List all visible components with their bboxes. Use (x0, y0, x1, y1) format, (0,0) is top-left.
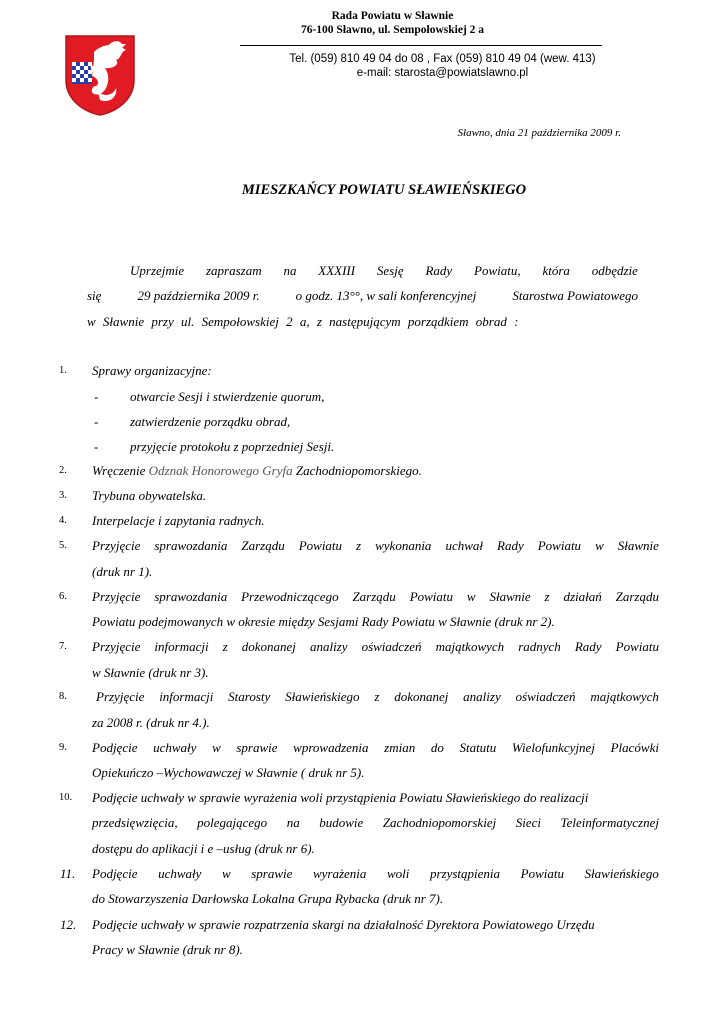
word: radnych (518, 639, 561, 654)
word: Przyjęcie (92, 639, 141, 654)
agenda-item-7-cont: w Sławnie (druk nr 3). (92, 665, 209, 680)
award-name: Odznak Honorowego Gryfa (148, 463, 293, 478)
word: Sławnie (617, 538, 659, 553)
council-address: 76-100 Sławno, ul. Sempołowskiej 2 a (300, 24, 485, 36)
word: w (595, 538, 604, 553)
agenda-item-5 (92, 537, 659, 554)
item-number: 10. (59, 792, 73, 803)
word: Powiatu (298, 538, 343, 553)
word: Sieci (515, 815, 541, 830)
intro-word: zapraszam (206, 263, 262, 278)
item-text: Zachodniopomorskiego. (292, 463, 422, 478)
word: Rady (574, 639, 602, 654)
word: budowie (319, 815, 364, 830)
word: Przewodniczącego (241, 589, 339, 604)
word: Podjęcie (92, 740, 138, 755)
item-number: 5. (59, 540, 67, 551)
agenda-item-1: Sprawy organizacyjne: (92, 363, 212, 378)
agenda-item-10-cont2: dostępu do aplikacji i e –usług (druk nr 6). (92, 841, 315, 856)
agenda-item-9-cont: Opiekuńczo –Wychowawczej w Sławnie ( druk nr 5). (92, 765, 365, 780)
word: Powiatu (409, 589, 454, 604)
intro-word: Powiatu, (474, 263, 521, 278)
word: Przyjęcie (92, 589, 141, 604)
word: Wielofunkcyjnej (511, 740, 595, 755)
word: woli (387, 866, 410, 881)
agenda-item-6-cont: Powiatu podejmowanych w okresie między Sesjami Rady Powiatu w Sławnie (druk nr 2). (92, 614, 555, 629)
word: sprawie (251, 866, 293, 881)
item-text: Wręczenie (92, 463, 149, 478)
agenda-item-8 (96, 688, 659, 705)
word: sprawozdania (154, 538, 228, 553)
word: w (212, 740, 221, 755)
header-divider (240, 45, 602, 46)
agenda-item-3: Trybuna obywatelska. (92, 488, 207, 503)
item-number: 1. (59, 365, 67, 376)
session-number: XXXIII (318, 263, 356, 278)
word: sprawie (236, 740, 278, 755)
word: Statutu (459, 740, 497, 755)
word: uchwały (158, 866, 202, 881)
word: przedsięwzięcia, (92, 815, 178, 830)
item-number: 4. (59, 515, 67, 526)
list-dash: - (94, 389, 99, 404)
word: przystąpienia (429, 866, 501, 881)
word: Zarządu (241, 538, 285, 553)
word: Starosty (228, 689, 271, 704)
word: Teleinformatycznej (560, 815, 659, 830)
word: Zachodniopomorskiej (382, 815, 497, 830)
list-dash: - (94, 414, 99, 429)
word: z (356, 538, 362, 553)
list-dash: - (94, 439, 99, 454)
intro-word: odbędzie (591, 263, 638, 278)
word: Przyjęcie (96, 689, 145, 704)
word: z (222, 639, 228, 654)
word: działań (563, 589, 602, 604)
word: w (466, 589, 476, 604)
coat-of-arms-logo (64, 34, 136, 116)
intro-segment: Starostwa Powiatowego (512, 288, 638, 303)
agenda-item-7 (92, 638, 659, 655)
word: w (221, 866, 231, 881)
contact-phone-fax: Tel. (059) 810 49 04 do 08 , Fax (059) 810 49 04 (wew. 413) (289, 53, 596, 65)
intro-line-3: w Sławnie przy ul. Sempołowskiej 2 a, z następującym porządkiem obrad : (87, 314, 519, 329)
agenda-item-5-cont: (druk nr 1). (92, 564, 153, 579)
word: zmian (384, 740, 416, 755)
word: wykonania (375, 538, 432, 553)
word: Przyjęcie (92, 538, 141, 553)
document-title: MIESZKAŃCY POWIATU SŁAWIEŃSKIEGO (241, 182, 527, 198)
word: na (286, 815, 300, 830)
word: z (544, 589, 550, 604)
contact-email: e-mail: starosta@powiatslawno.pl (356, 67, 529, 79)
agenda-item-4: Interpelacje i zapytania radnych. (92, 513, 265, 528)
word: Sławieńskiego (285, 689, 360, 704)
word: do (430, 740, 444, 755)
word: Sławieńskiego (584, 866, 659, 881)
date-line: Sławno, dnia 21 października 2009 r. (457, 127, 621, 139)
word: Rady (497, 538, 524, 553)
word: oświadczeń (515, 689, 576, 704)
word: Zarządu (352, 589, 396, 604)
word: dokonanej (394, 689, 449, 704)
word: wyrażenia (312, 866, 367, 881)
word: sprawozdania (154, 589, 228, 604)
word: oświadczeń (361, 639, 422, 654)
agenda-item-6 (92, 588, 659, 605)
item-number: 9. (59, 742, 67, 753)
item-number: 12. (60, 917, 77, 932)
word: Powiatu (615, 639, 659, 654)
word: uchwały (153, 740, 197, 755)
word: Zarządu (615, 589, 659, 604)
session-date: 29 października 2009 r. (137, 288, 260, 303)
word: wprowadzenia (293, 740, 369, 755)
sub-item-quorum: otwarcie Sesji i stwierdzenie quorum, (130, 389, 325, 404)
agenda-item-12: Podjęcie uchwały w sprawie rozpatrzenia skargi na działalność Dyrektora Powiatowego Urzędu (92, 917, 595, 932)
agenda-item-11-cont: do Stowarzyszenia Darłowska Lokalna Grupa Rybacka (druk nr 7). (92, 891, 444, 906)
item-number: 7. (59, 641, 67, 652)
checker-squares (72, 62, 92, 82)
word: Podjęcie (92, 866, 138, 881)
word: dokonanej (241, 639, 296, 654)
agenda-item-12-cont: Pracy w Sławnie (druk nr 8). (92, 942, 243, 957)
intro-word: Uprzejmie (130, 263, 185, 278)
item-number: 3. (59, 490, 67, 501)
item-number: 8. (59, 691, 67, 702)
word: analizy (309, 639, 348, 654)
word: uchwał (445, 538, 483, 553)
intro-line-2 (87, 287, 638, 304)
item-number: 2. (59, 465, 67, 476)
session-time-place: o godz. 13°°, w sali konferencyjnej (295, 288, 477, 303)
intro-word: na (283, 263, 297, 278)
agenda-item-8-cont: za 2008 r. (druk nr 4.). (92, 715, 210, 730)
word: majątkowych (435, 639, 505, 654)
word: informacji (154, 639, 209, 654)
sub-item-protocol: przyjęcie protokołu z poprzedniej Sesji. (130, 439, 335, 454)
item-number: 6. (59, 591, 67, 602)
word: polegającego (197, 815, 268, 830)
council-name: Rada Powiatu w Sławnie (331, 10, 454, 22)
intro-segment: się (87, 288, 102, 303)
word: informacji (159, 689, 214, 704)
sub-item-agenda: zatwierdzenie porządku obrad, (130, 414, 291, 429)
word: z (374, 689, 380, 704)
word: majątkowych (590, 689, 659, 704)
intro-word: Rady (425, 263, 453, 278)
intro-word: która (542, 263, 570, 278)
agenda-item-10: Podjęcie uchwały w sprawie wyrażenia woli przystąpienia Powiatu Sławieńskiego do realizacji (92, 790, 589, 805)
agenda-item-2 (92, 462, 422, 479)
agenda-item-9 (92, 739, 659, 756)
item-number: 11. (60, 866, 76, 881)
word: Powiatu (537, 538, 582, 553)
agenda-item-11 (92, 865, 659, 882)
word: Sławnie (489, 589, 531, 604)
word: Powiatu (520, 866, 564, 881)
word: analizy (463, 689, 501, 704)
word: Placówki (610, 740, 659, 755)
intro-word: Sesję (376, 263, 404, 278)
agenda-item-10-cont (92, 814, 659, 831)
intro-line-1 (87, 262, 638, 279)
